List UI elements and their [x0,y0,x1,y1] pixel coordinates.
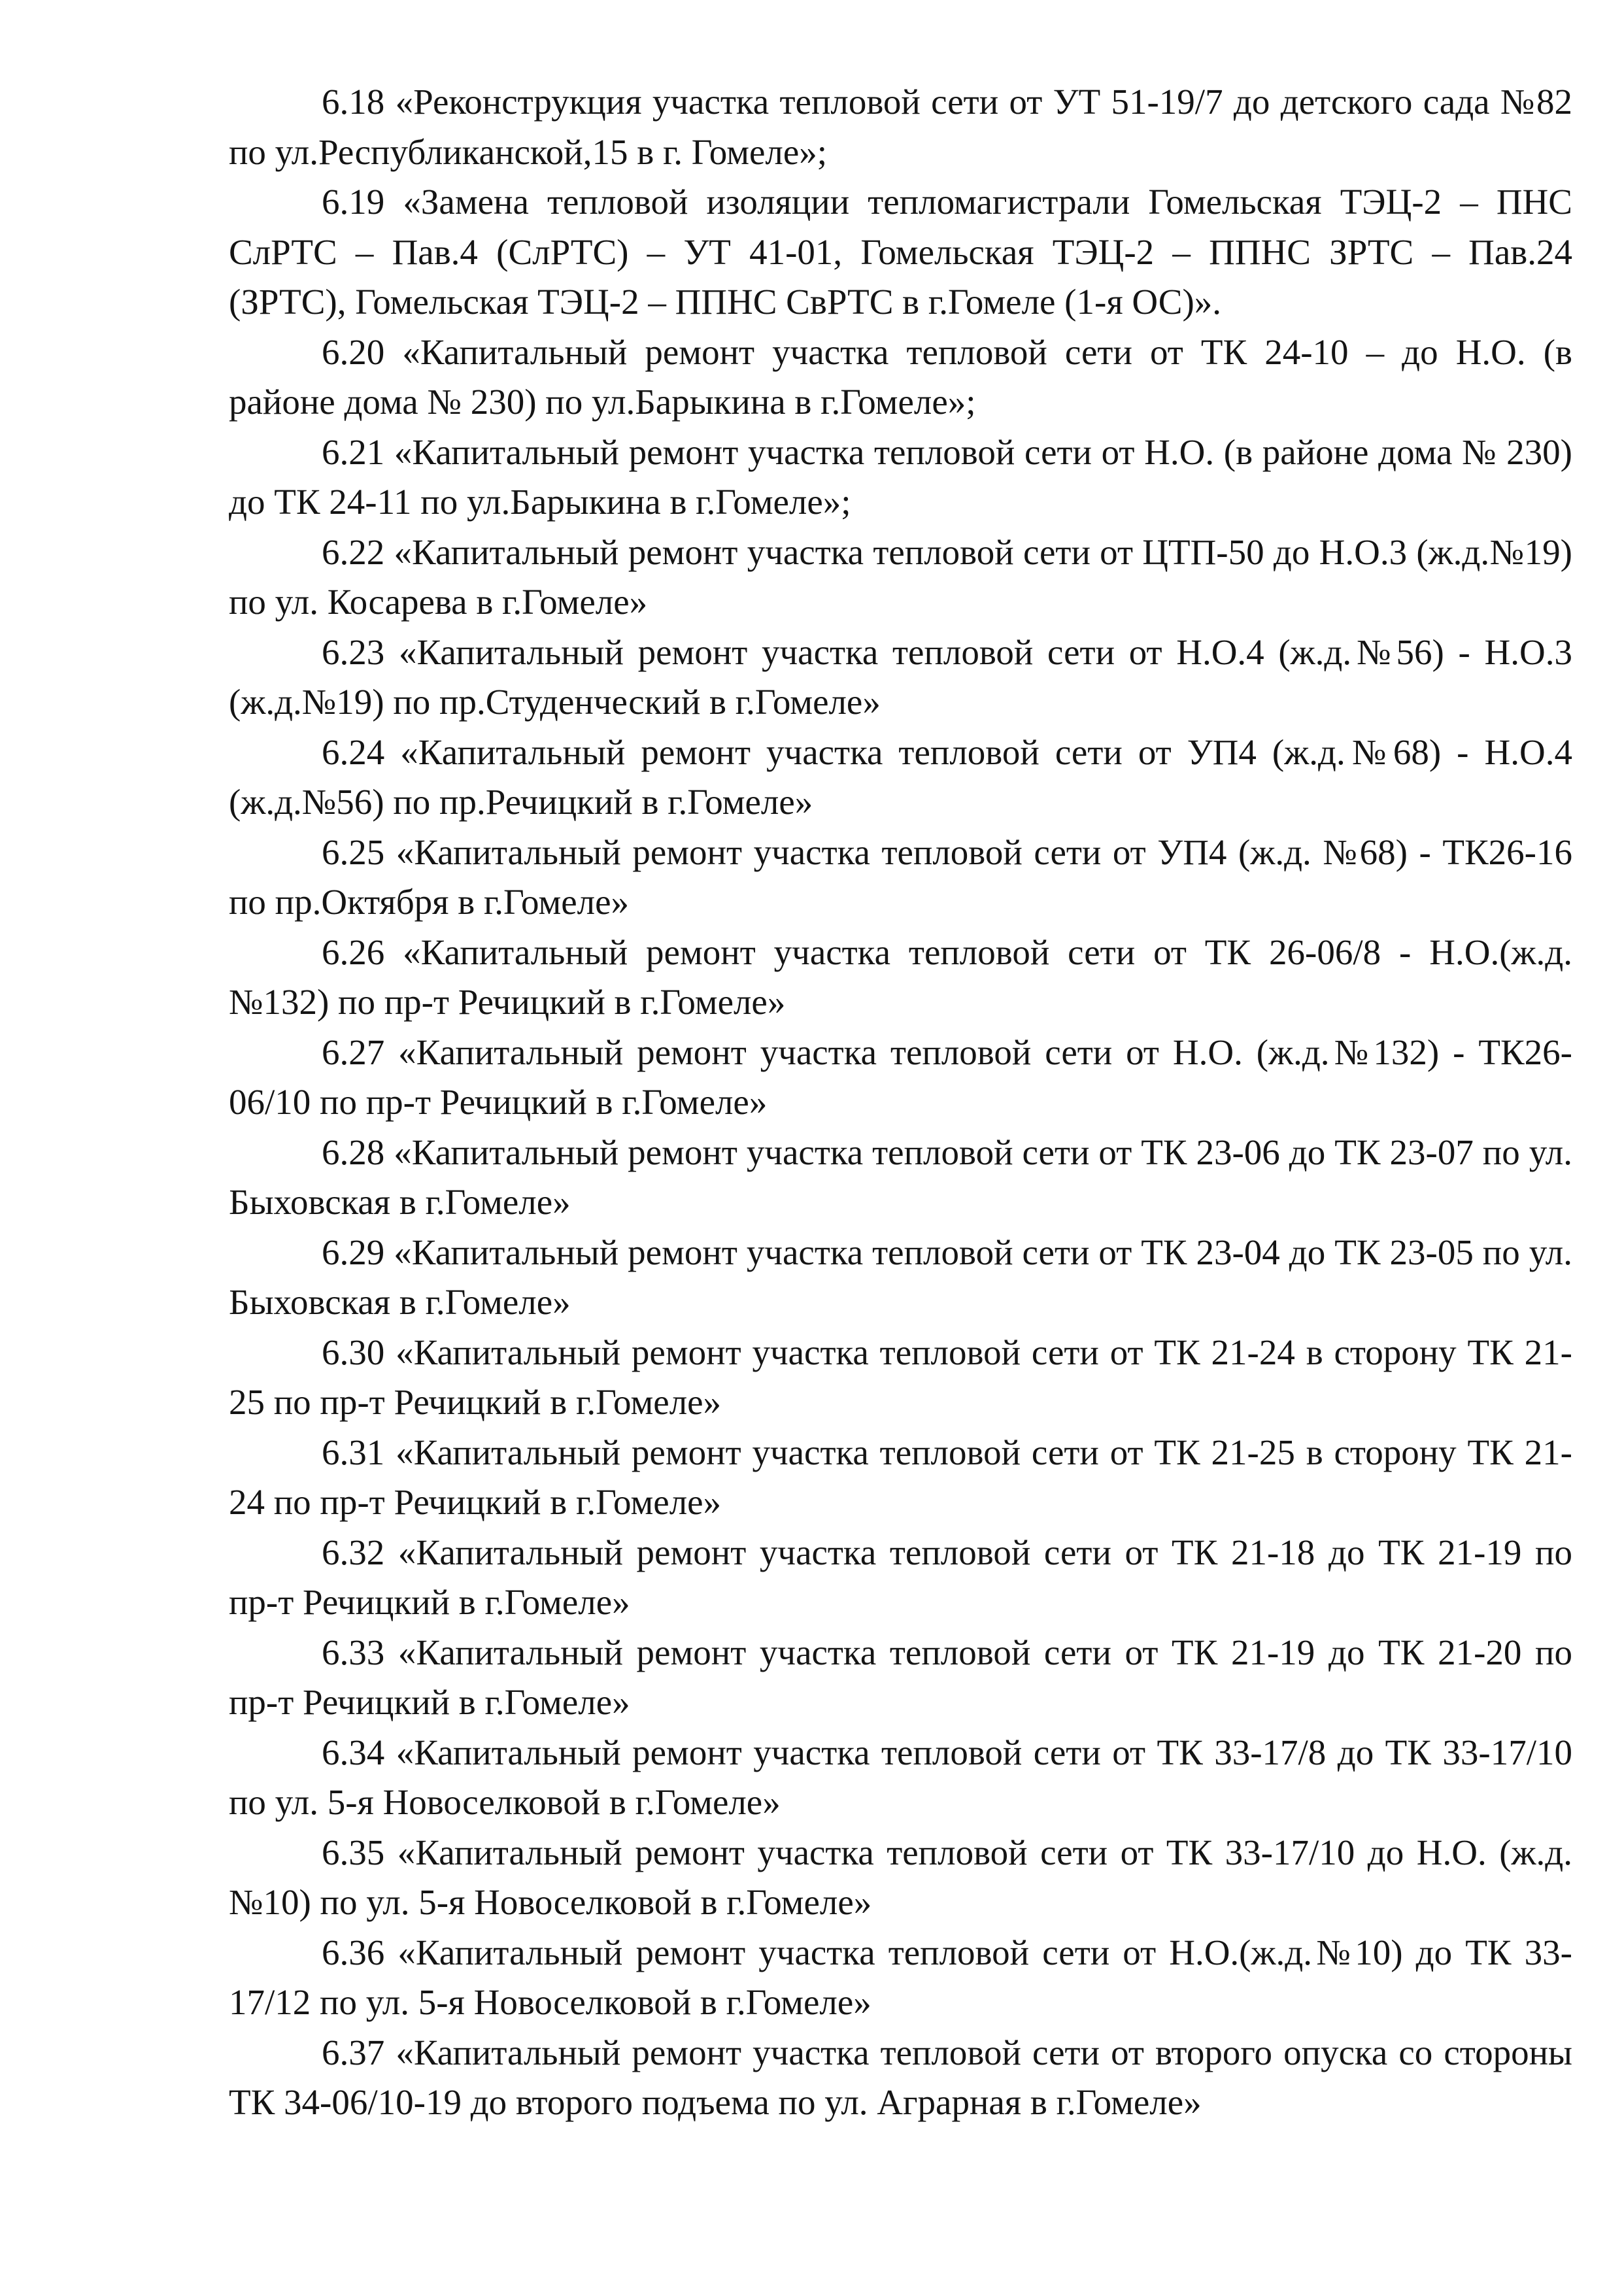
list-item-6-20: 6.20 «Капитальный ремонт участка тепловой сети от ТК 24-10 – до Н.О. (в районе дома № 230) по ул.Барыкина в г.Гомеле»; [229,331,1572,422]
list-item-6-30: 6.30 «Капитальный ремонт участка тепловой сети от ТК 21-24 в сторону ТК 21-25 по пр-т Речицкий в г.Гомеле» [229,1332,1572,1422]
list-item-6-24: 6.24 «Капитальный ремонт участка тепловой сети от УП4 (ж.д.№68) - Н.О.4 (ж.д.№56) по пр.Речицкий в г.Гомеле» [229,732,1572,822]
list-item-6-25: 6.25 «Капитальный ремонт участка тепловой сети от УП4 (ж.д. №68) - ТК26-16 по пр.Октября в г.Гомеле» [229,832,1572,922]
list-item-6-26: 6.26 «Капитальный ремонт участка тепловой сети от ТК 26-06/8 - Н.О.(ж.д.№132) по пр-т Речицкий в г.Гомеле» [229,932,1572,1022]
list-item-6-23: 6.23 «Капитальный ремонт участка тепловой сети от Н.О.4 (ж.д.№56) - Н.О.3 (ж.д.№19) по пр.Студенческий в г.Гомеле» [229,632,1572,722]
list-item-6-32: 6.32 «Капитальный ремонт участка тепловой сети от ТК 21-18 до ТК 21-19 по пр-т Речицкий в г.Гомеле» [229,1532,1572,1622]
list-item-6-35: 6.35 «Капитальный ремонт участка тепловой сети от ТК 33-17/10 до Н.О. (ж.д.№10) по ул. 5-я Новоселковой в г.Гомеле» [229,1832,1572,1922]
list-item-6-29: 6.29 «Капитальный ремонт участка тепловой сети от ТК 23-04 до ТК 23-05 по ул. Быховская в г.Гомеле» [229,1232,1572,1322]
list-item-6-34: 6.34 «Капитальный ремонт участка тепловой сети от ТК 33-17/8 до ТК 33-17/10 по ул. 5-я Новоселковой в г.Гомеле» [229,1732,1572,1822]
list-item-6-28: 6.28 «Капитальный ремонт участка тепловой сети от ТК 23-06 до ТК 23-07 по ул. Быховская в г.Гомеле» [229,1132,1572,1222]
list-item-6-33: 6.33 «Капитальный ремонт участка тепловой сети от ТК 21-19 до ТК 21-20 по пр-т Речицкий в г.Гомеле» [229,1632,1572,1722]
list-item-6-19: 6.19 «Замена тепловой изоляции тепломагистрали Гомельская ТЭЦ-2 – ПНС СлРТС – Пав.4 (СлРТС) – УТ 41-01, Гомельская ТЭЦ-2 – ППНС ЗРТС – Пав.24 (ЗРТС), Гомельская ТЭЦ-2 – ППНС СвРТС в г.Гомеле (1-я ОС)». [229,182,1572,322]
list-item-6-27: 6.27 «Капитальный ремонт участка тепловой сети от Н.О. (ж.д.№132) - ТК26-06/10 по пр-т Речицкий в г.Гомеле» [229,1032,1572,1122]
list-item-6-36: 6.36 «Капитальный ремонт участка тепловой сети от Н.О.(ж.д.№10) до ТК 33-17/12 по ул. 5-я Новоселковой в г.Гомеле» [229,1932,1572,2022]
list-item-6-18: 6.18 «Реконструкция участка тепловой сети от УТ 51-19/7 до детского сада №82 по ул.Республиканской,15 в г. Гомеле»; [229,82,1572,172]
document-body [229,77,1572,2128]
list-item-6-21: 6.21 «Капитальный ремонт участка тепловой сети от Н.О. (в районе дома № 230) до ТК 24-11 по ул.Барыкина в г.Гомеле»; [229,431,1572,522]
list-item-6-31: 6.31 «Капитальный ремонт участка тепловой сети от ТК 21-25 в сторону ТК 21-24 по пр-т Речицкий в г.Гомеле» [229,1432,1572,1522]
list-item-6-22: 6.22 «Капитальный ремонт участка тепловой сети от ЦТП-50 до Н.О.3 (ж.д.№19) по ул. Косарева в г.Гомеле» [229,531,1572,622]
list-item-6-37: 6.37 «Капитальный ремонт участка тепловой сети от второго опуска со стороны ТК 34-06/10-19 до второго подъема по ул. Аграрная в г.Гомеле» [229,2032,1572,2122]
